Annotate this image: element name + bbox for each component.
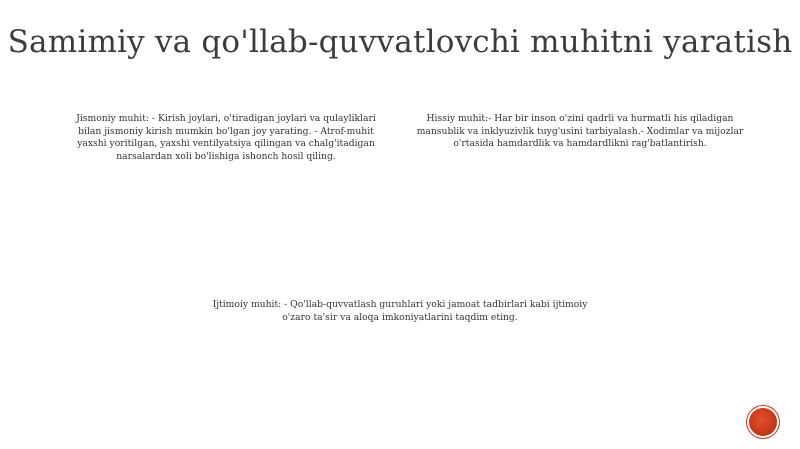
social-environment-text: Ijtimoiy muhit: - Qo'llab-quvvatlash guruhlari yoki jamoat tadbirlari kabi ijtimoiy o'zaro ta'sir va aloqa imkoniyatlarini taqdim eting. (212, 299, 588, 323)
physical-environment-text: Jismoniy muhit: - Kirish joylari, o'tiradigan joylari va qulayliklari bilan jismoniy kirish mumkin bo'lgan joy yarating. - Atrof-muhit yaxshi yoritilgan, yaxshi ventilyatsiya qilingan va chalg'itadigan narsalardan xoli bo'lishiga ishonch hosil qiling. (76, 113, 376, 162)
emotional-environment-text: Hissiy muhit:- Har bir inson o'zini qadrli va hurmatli his qiladigan mansublik va inklyuzivlik tuyg'usini tarbiyalash.- Xodimlar va mijozlar o'rtasida hamdardlik va hamdardlikni rag'batlantirish. (416, 113, 744, 149)
circle-button-icon[interactable] (749, 408, 777, 436)
slide-title: Samimiy va qo'llab-quvvatlovchi muhitni yaratish (7, 24, 793, 60)
